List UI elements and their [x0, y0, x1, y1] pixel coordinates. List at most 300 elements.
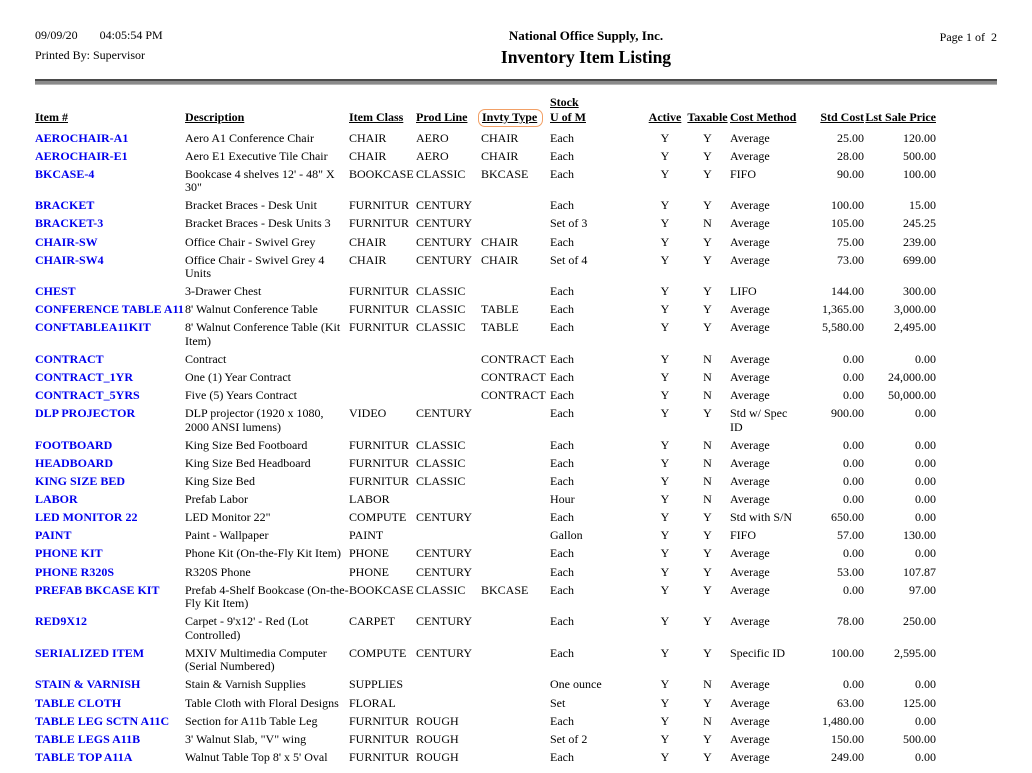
cell-lst-sale-price: 0.00	[915, 713, 936, 728]
cell-uofm: Each	[550, 198, 574, 213]
cell-taxable: Y	[703, 166, 712, 181]
cell-taxable: Y	[703, 198, 712, 213]
table-header-row	[35, 95, 936, 127]
cell-uofm: Each	[550, 234, 574, 249]
cell-item-class: CHAIR	[349, 148, 387, 163]
cell-description: Bracket Braces - Desk Units 3	[185, 216, 331, 231]
cell-uofm: Each	[550, 302, 574, 317]
cell-cost-method: Average	[730, 713, 770, 728]
cell-prod-line: CENTURY	[416, 234, 473, 249]
table-row	[35, 642, 936, 674]
cell-std-cost: 0.00	[843, 546, 864, 561]
cell-lst-sale-price: 0.00	[915, 677, 936, 692]
cell-active: Y	[660, 302, 670, 317]
col-header-std-cost: Std Cost	[820, 110, 864, 124]
cell-prod-line: CLASSIC	[416, 437, 466, 452]
cell-lst-sale-price: 0.00	[915, 510, 936, 525]
cell-item-class: FURNITUR	[349, 198, 410, 213]
report-time: 04:05:54 PM	[99, 28, 163, 42]
cell-prod-line	[416, 674, 481, 692]
cell-description: Prefab Labor	[185, 492, 248, 507]
table-row	[35, 213, 936, 231]
cell-description: Aero A1 Conference Chair	[185, 130, 314, 145]
col-header-description: Description	[185, 110, 245, 124]
cell-lst-sale-price: 699.00	[903, 252, 936, 267]
cell-taxable: Y	[703, 546, 712, 561]
cell-invty-type	[481, 674, 550, 692]
cell-active: Y	[660, 510, 670, 525]
cell-item[interactable]: HEADBOARD	[35, 456, 114, 470]
cell-uofm: Each	[550, 388, 574, 403]
cell-invty-type: BKCASE	[481, 166, 529, 181]
cell-item[interactable]: BRACKET-3	[35, 216, 104, 231]
cell-description: LED Monitor 22"	[185, 510, 271, 525]
cell-taxable: N	[703, 713, 712, 728]
cell-invty-type	[481, 746, 550, 764]
cell-taxable: Y	[703, 582, 712, 597]
cell-taxable: Y	[703, 252, 712, 267]
cell-std-cost: 150.00	[831, 731, 864, 746]
cell-invty-type: CHAIR	[481, 130, 519, 145]
table-row	[35, 746, 936, 764]
cell-taxable: N	[703, 437, 712, 452]
cell-prod-line: CLASSIC	[416, 582, 466, 597]
cell-taxable: Y	[703, 320, 712, 335]
cell-item-class	[349, 385, 416, 403]
header-rule	[35, 79, 997, 85]
cell-item-class: FLORAL	[349, 695, 396, 710]
cell-active: Y	[660, 731, 670, 746]
cell-description: 8' Walnut Conference Table	[185, 302, 318, 317]
cell-item[interactable]: TABLE TOP A11A	[35, 749, 133, 764]
table-row	[35, 281, 936, 299]
cell-invty-type	[481, 561, 550, 579]
cell-item[interactable]: LED MONITOR 22	[35, 510, 138, 525]
col-header-lst-sale-price: Lst Sale Price	[865, 110, 936, 124]
table-row	[35, 127, 936, 145]
cell-active: Y	[660, 564, 670, 579]
table-row	[35, 163, 936, 195]
cell-item-class: FURNITUR	[349, 731, 410, 746]
cell-taxable: Y	[703, 731, 712, 746]
cell-description: 8' Walnut Conference Table (Kit Item)	[185, 320, 341, 348]
cell-description: Five (5) Years Contract	[185, 388, 297, 403]
cell-std-cost: 0.00	[843, 474, 864, 489]
cell-description: Contract	[185, 352, 227, 367]
cell-invty-type	[481, 434, 550, 452]
cell-cost-method: Std w/ Spec ID	[730, 406, 788, 434]
cell-taxable: Y	[703, 510, 712, 525]
cell-std-cost: 75.00	[837, 234, 864, 249]
cell-lst-sale-price: 107.87	[903, 564, 936, 579]
cell-std-cost: 28.00	[837, 148, 864, 163]
cell-invty-type: CHAIR	[481, 252, 519, 267]
cell-invty-type	[481, 471, 550, 489]
col-header-item-class: Item Class	[349, 110, 404, 124]
cell-description: Prefab 4-Shelf Bookcase (On-the-Fly Kit Item)	[185, 582, 349, 611]
cell-item[interactable]: BRACKET	[35, 198, 95, 213]
cell-description: Bookcase 4 shelves 12' - 48" X 30"	[185, 166, 335, 195]
cell-item[interactable]: SERIALIZED ITEM	[35, 645, 145, 660]
cell-active: Y	[660, 234, 670, 249]
cell-std-cost: 900.00	[831, 406, 864, 421]
cell-lst-sale-price: 0.00	[915, 352, 936, 367]
cell-std-cost: 0.00	[843, 370, 864, 385]
cell-item[interactable]: CHEST	[35, 284, 76, 299]
cell-cost-method: Average	[730, 731, 770, 746]
cell-std-cost: 0.00	[843, 582, 864, 597]
cell-taxable: Y	[703, 284, 712, 299]
cell-invty-type: CONTRACT	[481, 352, 546, 367]
cell-taxable: N	[703, 474, 712, 489]
cell-uofm: One ounce	[550, 677, 602, 692]
cell-invty-type	[481, 281, 550, 299]
cell-prod-line: CLASSIC	[416, 456, 466, 470]
cell-std-cost: 53.00	[837, 564, 864, 579]
table-row	[35, 561, 936, 579]
cell-cost-method: Average	[730, 474, 770, 489]
cell-cost-method: Average	[730, 320, 770, 335]
col-header-cost-method: Cost Method	[730, 110, 797, 124]
cell-uofm: Set of 3	[550, 216, 588, 231]
cell-prod-line: CENTURY	[416, 614, 473, 629]
cell-item[interactable]: CONTRACT_5YRS	[35, 388, 140, 403]
cell-uofm: Set	[550, 695, 566, 710]
cell-cost-method: Average	[730, 456, 770, 470]
cell-lst-sale-price: 3,000.00	[894, 302, 936, 317]
cell-item[interactable]: CHAIR-SW4	[35, 252, 104, 267]
cell-invty-type	[481, 728, 550, 746]
cell-description: King Size Bed	[185, 474, 255, 489]
cell-uofm: Each	[550, 456, 574, 470]
cell-lst-sale-price: 2,595.00	[894, 645, 936, 660]
cell-description: 3-Drawer Chest	[185, 284, 262, 299]
cell-prod-line	[416, 692, 481, 710]
cell-item[interactable]: STAIN & VARNISH	[35, 677, 141, 692]
cell-item[interactable]: CONTRACT	[35, 352, 104, 367]
cell-invty-type	[481, 452, 550, 470]
cell-prod-line	[416, 367, 481, 385]
cell-item-class: CHAIR	[349, 252, 387, 267]
cell-invty-type	[481, 710, 550, 728]
cell-lst-sale-price: 0.00	[915, 546, 936, 561]
cell-active: Y	[660, 492, 670, 507]
table-row	[35, 348, 936, 366]
cell-active: Y	[660, 252, 670, 267]
cell-item[interactable]: BKCASE-4	[35, 166, 95, 181]
cell-std-cost: 63.00	[837, 695, 864, 710]
cell-prod-line: CLASSIC	[416, 284, 466, 299]
cell-active: Y	[660, 645, 670, 660]
cell-invty-type	[481, 642, 550, 674]
cell-active: Y	[660, 284, 670, 299]
printed-by: Printed By: Supervisor	[35, 48, 145, 62]
report-header-left	[35, 28, 335, 63]
cell-description: Carpet - 9'x12' - Red (Lot Controlled)	[185, 614, 309, 642]
cell-item-class: PAINT	[349, 528, 384, 543]
cell-std-cost: 73.00	[837, 252, 864, 267]
cell-std-cost: 0.00	[843, 437, 864, 452]
table-row	[35, 471, 936, 489]
cell-cost-method: Average	[730, 437, 770, 452]
col-header-prod-line: Prod Line	[416, 110, 468, 124]
cell-std-cost: 100.00	[831, 198, 864, 213]
cell-invty-type	[481, 213, 550, 231]
cell-description: Bracket Braces - Desk Unit	[185, 198, 317, 213]
table-row	[35, 710, 936, 728]
cell-item-class	[349, 348, 416, 366]
cell-description: Phone Kit (On-the-Fly Kit Item)	[185, 546, 341, 561]
cell-invty-type: CHAIR	[481, 148, 519, 163]
cell-description: Office Chair - Swivel Grey 4 Units	[185, 252, 325, 281]
cell-uofm: Each	[550, 352, 574, 367]
col-header-item: Item #	[35, 110, 68, 124]
cell-cost-method: Average	[730, 388, 770, 403]
cell-item-class: CHAIR	[349, 130, 387, 145]
cell-uofm: Each	[550, 284, 574, 299]
cell-std-cost: 650.00	[831, 510, 864, 525]
cell-invty-type: CONTRACT	[481, 388, 546, 403]
cell-item-class: FURNITUR	[349, 749, 410, 764]
cell-active: Y	[660, 320, 670, 335]
cell-lst-sale-price: 250.00	[903, 614, 936, 629]
cell-cost-method: Average	[730, 695, 770, 710]
cell-prod-line: CENTURY	[416, 198, 473, 213]
cell-cost-method: Average	[730, 677, 770, 692]
cell-cost-method: Average	[730, 302, 770, 317]
cell-active: Y	[660, 198, 670, 213]
cell-std-cost: 249.00	[831, 749, 864, 764]
cell-cost-method: Average	[730, 198, 770, 213]
cell-item-class: FURNITUR	[349, 437, 410, 452]
cell-description: DLP projector (1920 x 1080, 2000 ANSI lumens)	[185, 406, 324, 434]
cell-active: Y	[660, 695, 670, 710]
cell-active: Y	[660, 456, 670, 470]
cell-prod-line	[416, 385, 481, 403]
cell-invty-type: CHAIR	[481, 234, 519, 249]
cell-cost-method: Average	[730, 582, 770, 597]
cell-item[interactable]: AEROCHAIR-E1	[35, 148, 128, 163]
cell-prod-line	[416, 525, 481, 543]
cell-item[interactable]: PREFAB BKCASE KIT	[35, 582, 160, 597]
cell-item-class: SUPPLIES	[349, 677, 404, 692]
cell-taxable: Y	[703, 234, 712, 249]
cell-taxable: Y	[703, 406, 712, 421]
cell-prod-line: ROUGH	[416, 713, 459, 728]
cell-uofm: Each	[550, 614, 574, 629]
cell-cost-method: Average	[730, 234, 770, 249]
report-header	[35, 28, 997, 68]
cell-uofm: Each	[550, 406, 574, 421]
cell-active: Y	[660, 370, 670, 385]
cell-uofm: Each	[550, 546, 574, 561]
cell-invty-type	[481, 543, 550, 561]
cell-invty-type	[481, 195, 550, 213]
cell-description: Stain & Varnish Supplies	[185, 677, 306, 692]
cell-item[interactable]: CONFTABLEA11KIT	[35, 320, 151, 335]
cell-item[interactable]: CHAIR-SW	[35, 234, 98, 249]
cell-prod-line: AERO	[416, 148, 449, 163]
cell-uofm: Each	[550, 320, 574, 335]
cell-item[interactable]: RED9X12	[35, 614, 88, 629]
cell-invty-type	[481, 611, 550, 643]
cell-item[interactable]: PAINT	[35, 528, 72, 543]
table-row	[35, 543, 936, 561]
cell-taxable: Y	[703, 148, 712, 163]
cell-uofm: Each	[550, 130, 574, 145]
cell-taxable: N	[703, 492, 712, 507]
cell-uofm: Each	[550, 713, 574, 728]
cell-std-cost: 1,365.00	[822, 302, 864, 317]
cell-item[interactable]: KING SIZE BED	[35, 474, 126, 489]
cell-prod-line	[416, 489, 481, 507]
cell-prod-line: CLASSIC	[416, 302, 466, 317]
cell-active: Y	[660, 614, 670, 629]
cell-item-class	[349, 367, 416, 385]
cell-item[interactable]: AEROCHAIR-A1	[35, 130, 129, 145]
cell-taxable: N	[703, 216, 712, 231]
cell-lst-sale-price: 0.00	[915, 406, 936, 421]
table-row	[35, 692, 936, 710]
cell-uofm: Each	[550, 510, 574, 525]
cell-cost-method: Std with S/N	[730, 510, 793, 525]
cell-lst-sale-price: 2,495.00	[894, 320, 936, 335]
cell-prod-line: CENTURY	[416, 645, 473, 660]
cell-item[interactable]: TABLE CLOTH	[35, 695, 122, 710]
cell-description: R320S Phone	[185, 564, 251, 579]
table-row	[35, 611, 936, 643]
col-header-invty-type	[481, 95, 550, 127]
cell-uofm: Each	[550, 564, 574, 579]
cell-std-cost: 1,480.00	[822, 713, 864, 728]
invty-type-highlight-box: Invty Type	[478, 109, 543, 127]
cell-lst-sale-price: 500.00	[903, 148, 936, 163]
cell-item-class: VIDEO	[349, 406, 387, 421]
table-row	[35, 195, 936, 213]
cell-prod-line: CLASSIC	[416, 166, 466, 181]
cell-uofm: Hour	[550, 492, 575, 507]
cell-description: King Size Bed Headboard	[185, 456, 311, 470]
cell-description: One (1) Year Contract	[185, 370, 291, 385]
cell-item[interactable]: DLP PROJECTOR	[35, 406, 136, 421]
table-row	[35, 145, 936, 163]
cell-lst-sale-price: 0.00	[915, 474, 936, 489]
cell-item[interactable]: LABOR	[35, 492, 78, 507]
cell-taxable: Y	[703, 749, 712, 764]
cell-invty-type: TABLE	[481, 320, 519, 335]
cell-description: 3' Walnut Slab, "V" wing	[185, 731, 307, 746]
cell-lst-sale-price: 239.00	[903, 234, 936, 249]
cell-item[interactable]: FOOTBOARD	[35, 437, 113, 452]
cell-description: Section for A11b Table Leg	[185, 713, 318, 728]
cell-lst-sale-price: 245.25	[903, 216, 936, 231]
cell-lst-sale-price: 0.00	[915, 437, 936, 452]
cell-item[interactable]: PHONE R320S	[35, 564, 115, 579]
cell-lst-sale-price: 125.00	[903, 695, 936, 710]
cell-lst-sale-price: 0.00	[915, 492, 936, 507]
cell-item[interactable]: TABLE LEGS A11B	[35, 731, 141, 746]
cell-active: Y	[660, 677, 670, 692]
cell-std-cost: 0.00	[843, 352, 864, 367]
table-row	[35, 317, 936, 349]
cell-lst-sale-price: 15.00	[909, 198, 936, 213]
table-row	[35, 489, 936, 507]
cell-invty-type: TABLE	[481, 302, 519, 317]
cell-taxable: N	[703, 456, 712, 470]
cell-std-cost: 78.00	[837, 614, 864, 629]
cell-cost-method: Average	[730, 130, 770, 145]
cell-invty-type: BKCASE	[481, 582, 529, 597]
table-row	[35, 249, 936, 281]
cell-active: Y	[660, 546, 670, 561]
cell-cost-method: FIFO	[730, 528, 757, 543]
cell-lst-sale-price: 100.00	[903, 166, 936, 181]
report-title: Inventory Item Listing	[500, 47, 672, 67]
cell-description: Walnut Table Top 8' x 5' Oval	[185, 749, 328, 764]
cell-cost-method: FIFO	[730, 166, 757, 181]
cell-taxable: Y	[703, 130, 712, 145]
cell-std-cost: 0.00	[843, 492, 864, 507]
cell-item[interactable]: PHONE KIT	[35, 546, 103, 561]
cell-item[interactable]: CONTRACT_1YR	[35, 370, 134, 385]
col-header-stock-uofm: Stock U of M	[550, 95, 586, 124]
report-date: 09/09/20	[35, 28, 78, 42]
cell-prod-line: CENTURY	[416, 546, 473, 561]
cell-item[interactable]: TABLE LEG SCTN A11C	[35, 713, 170, 728]
cell-uofm: Each	[550, 166, 574, 181]
cell-item[interactable]: CONFERENCE TABLE A11	[35, 302, 184, 317]
cell-prod-line: AERO	[416, 130, 449, 145]
cell-description: Paint - Wallpaper	[185, 528, 269, 543]
cell-active: Y	[660, 352, 670, 367]
cell-uofm: Set of 2	[550, 731, 588, 746]
cell-cost-method: Average	[730, 352, 770, 367]
table-row	[35, 299, 936, 317]
cell-item-class: FURNITUR	[349, 284, 410, 299]
cell-item-class: COMPUTE	[349, 510, 407, 525]
cell-uofm: Each	[550, 370, 574, 385]
cell-cost-method: Average	[730, 614, 770, 629]
cell-cost-method: Average	[730, 216, 770, 231]
cell-lst-sale-price: 120.00	[903, 130, 936, 145]
cell-active: Y	[660, 216, 670, 231]
report-header-center	[335, 28, 837, 68]
date-time-line	[35, 28, 335, 43]
table-row	[35, 674, 936, 692]
cell-prod-line: ROUGH	[416, 749, 459, 764]
cell-taxable: N	[703, 352, 712, 367]
cell-description: Table Cloth with Floral Designs	[185, 695, 339, 710]
cell-lst-sale-price: 50,000.00	[888, 388, 936, 403]
cell-taxable: Y	[703, 564, 712, 579]
cell-active: Y	[660, 749, 670, 764]
cell-std-cost: 25.00	[837, 130, 864, 145]
cell-active: Y	[660, 713, 670, 728]
cell-item-class: FURNITUR	[349, 456, 410, 470]
cell-active: Y	[660, 148, 670, 163]
table-row	[35, 231, 936, 249]
cell-prod-line: CLASSIC	[416, 474, 466, 489]
cell-active: Y	[660, 474, 670, 489]
cell-prod-line: CENTURY	[416, 252, 473, 267]
cell-description: Aero E1 Executive Tile Chair	[185, 148, 328, 163]
cell-taxable: Y	[703, 695, 712, 710]
cell-invty-type: CONTRACT	[481, 370, 546, 385]
col-header-taxable: Taxable	[687, 110, 728, 124]
cell-invty-type	[481, 489, 550, 507]
table-row	[35, 434, 936, 452]
cell-cost-method: Average	[730, 252, 770, 267]
